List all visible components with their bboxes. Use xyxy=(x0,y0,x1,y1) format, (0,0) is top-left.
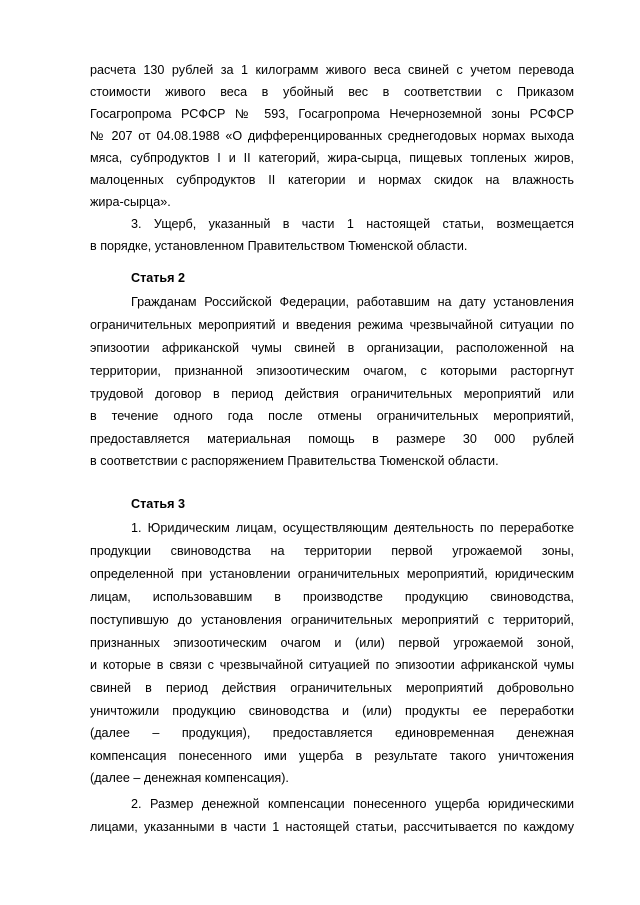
paragraph-line: жира-сырца». xyxy=(90,195,171,209)
paragraph-line: поступившую до установления ограничительных мероприятий с территорий, xyxy=(90,613,574,627)
paragraph-line: 1. Юридическим лицам, осуществляющим деятельность по переработке xyxy=(131,521,574,535)
paragraph-line: и которые в связи с чрезвычайной ситуацией по эпизоотии африканской чумы xyxy=(90,658,574,672)
paragraph-line: продукции свиноводства на территории первой угрожаемой зоны, xyxy=(90,544,574,558)
paragraph-line: определенной при установлении ограничительных мероприятий, юридическим xyxy=(90,567,574,581)
paragraph-line: лицами, указанными в части 1 настоящей статьи, рассчитывается по каждому xyxy=(90,820,574,834)
paragraph-line: уничтожили продукцию свиноводства и (или) продукты ее переработки xyxy=(90,704,574,718)
paragraph-line: компенсация понесенного ими ущерба в результате такого уничтожения xyxy=(90,749,574,763)
article-heading: Статья 3 xyxy=(131,497,186,511)
paragraph-line: лицам, использовавшим в производстве продукцию свиноводства, xyxy=(90,590,574,604)
paragraph-line: в соответствии с распоряжением Правительства Тюменской области. xyxy=(90,454,499,468)
paragraph-line: мяса, субпродуктов I и II категорий, жира-сырца, пищевых топленых жиров, xyxy=(90,151,574,165)
paragraph-line: малоценных субпродуктов II категории и нормах скидок на влажность xyxy=(90,173,574,187)
paragraph-line: стоимости живого веса в убойный вес в соответствии с Приказом xyxy=(90,85,574,99)
paragraph-line: (далее – продукция), предоставляется единовременная денежная xyxy=(90,726,574,740)
article-heading: Статья 2 xyxy=(131,271,186,285)
paragraph-line: в течение одного года после отмены ограничительных мероприятий, xyxy=(90,409,574,423)
paragraph-line: эпизоотии африканской чумы свиней в организации, расположенной на xyxy=(90,341,574,355)
paragraph-line: № 207 от 04.08.1988 «О дифференцированных среднегодовых нормах выхода xyxy=(90,129,574,143)
paragraph-line: трудовой договор в период действия ограничительных мероприятий или xyxy=(90,387,574,401)
paragraph-line: признанных эпизоотическим очагом и (или) первой угрожаемой зоной, xyxy=(90,636,574,650)
paragraph-line: в порядке, установленном Правительством Тюменской области. xyxy=(90,239,468,253)
paragraph-line: Гражданам Российской Федерации, работавшим на дату установления xyxy=(131,295,574,309)
paragraph-line: предоставляется материальная помощь в размере 30 000 рублей xyxy=(90,432,574,446)
paragraph-line: 2. Размер денежной компенсации понесенного ущерба юридическими xyxy=(131,797,574,811)
paragraph-line: свиней в период действия ограничительных мероприятий добровольно xyxy=(90,681,574,695)
paragraph-line: 3. Ущерб, указанный в части 1 настоящей статьи, возмещается xyxy=(131,217,574,231)
paragraph-line: расчета 130 рублей за 1 килограмм живого веса свиней с учетом перевода xyxy=(90,63,574,77)
paragraph-line: территории, признанной эпизоотическим очагом, с которыми расторгнут xyxy=(90,364,574,378)
paragraph-line: ограничительных мероприятий и введения режима чрезвычайной ситуации по xyxy=(90,318,574,332)
paragraph-line: (далее – денежная компенсация). xyxy=(90,771,289,785)
paragraph-line: Госагропрома РСФСР № 593, Госагропрома Нечерноземной зоны РСФСР xyxy=(90,107,574,121)
